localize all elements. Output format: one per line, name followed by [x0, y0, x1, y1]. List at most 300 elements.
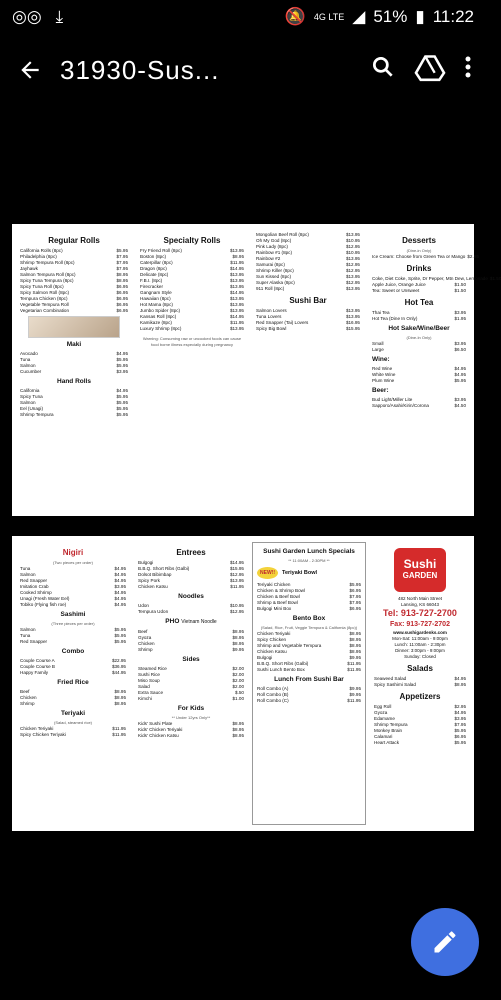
menu-item-price: $8.95 — [232, 254, 244, 259]
menu-item-price: $11.95 — [347, 661, 361, 666]
desserts-subtitle: (Dine-in Only) — [406, 248, 432, 253]
menu-item-name: B.B.Q. Short Ribs (Galbi) — [138, 566, 190, 571]
menu-item-price: $5.95 — [454, 740, 466, 745]
menu-item-name: Kimchi — [138, 696, 152, 701]
menu-item-price: $13.95 — [345, 274, 360, 279]
menu-item-price: $7.95 — [116, 260, 128, 265]
kids-title: For Kids — [177, 705, 205, 712]
menu-item — [372, 347, 466, 353]
menu-item-name: Salmon — [20, 627, 36, 632]
menu-item-price: $6.50 — [454, 347, 466, 352]
menu-item-price: $2.95 — [467, 254, 479, 259]
menu-item-name: Eel (Unagi) — [20, 406, 43, 411]
menu-item-name: Delicate (8pc) — [140, 272, 169, 277]
menu-item-name: Roll Combo (A) — [257, 686, 289, 691]
menu-item-price: $8.95 — [232, 721, 244, 726]
menu-item-price: $22.95 — [111, 658, 126, 663]
menu-item-name: Pink Lady (8pc) — [256, 244, 288, 249]
nigiri-title: Nigiri — [62, 548, 84, 557]
menu-item-price: $12.95 — [229, 609, 244, 614]
menu-item-name: B.B.Q. Short Ribs (Galbi) — [257, 661, 309, 666]
menu-item-price: $5.95 — [116, 400, 128, 405]
menu-page-2 — [12, 536, 474, 831]
menu-item-name: Steamed Rice — [138, 666, 167, 671]
menu-item — [374, 682, 466, 688]
entrees-column — [134, 542, 248, 825]
sashimi-subtitle: (Three pieces per order) — [51, 621, 95, 626]
menu-item-price: $2.00 — [232, 678, 244, 683]
menu-item-price: $5.95 — [114, 639, 126, 644]
menu-item-name: Jumbo Spider (8pc) — [140, 308, 181, 313]
menu-item-name: Tuna — [20, 633, 31, 638]
menu-item — [20, 732, 126, 738]
menu-item-name: Spicy Chicken Teriyaki — [20, 732, 66, 737]
hours-line3: Dinner: 3:00pm - 9:00pm — [395, 648, 445, 653]
specialty-rolls-cont-column — [252, 230, 364, 510]
menu-item — [372, 254, 479, 260]
menu-item-price: $11.95 — [112, 726, 126, 731]
menu-item-price: $3.95 — [454, 341, 466, 346]
menu-item-name: Spicy Pork — [138, 578, 160, 583]
menu-item-price: $13.95 — [345, 286, 360, 291]
menu-list — [372, 341, 466, 353]
hours-line2: Lunch: 11:00am - 2:30pm — [394, 642, 446, 647]
pho-label: PHO — [165, 618, 180, 625]
menu-item — [20, 602, 126, 608]
logo-bottom: GARDEN — [402, 571, 438, 580]
menu-item-price: $13.95 — [345, 308, 360, 313]
menu-item-price: $6.95 — [349, 588, 361, 593]
menu-item-price: $6.95 — [116, 296, 128, 301]
menu-item-price: $9.95 — [349, 655, 361, 660]
menu-item-name: Kamikaze (8pc) — [140, 320, 172, 325]
menu-item-price: $13.95 — [229, 284, 244, 289]
menu-item-name: White Wine — [372, 372, 396, 377]
menu-list — [140, 248, 244, 332]
food-warning: Warning: Consuming raw or uncooked foods can cause food borne illness especially during pregnancy — [142, 336, 242, 347]
status-bar — [0, 0, 486, 34]
menu-item-price: $5.95 — [454, 728, 466, 733]
menu-item-name: California Rolls (8pc) — [20, 248, 63, 253]
menu-item-price: $1.50 — [489, 276, 501, 281]
menu-item-price: $4.95 — [114, 602, 126, 607]
voicemail-icon: ◎◎ — [12, 7, 42, 26]
menu-item-name: Sun Kissed (8pc) — [256, 274, 291, 279]
menu-item-price: $1.95 — [454, 316, 466, 321]
desserts-drinks-column — [368, 230, 501, 510]
menu-item-price: $8.95 — [114, 701, 126, 706]
nigiri-column — [16, 542, 130, 825]
menu-item-name: Sushi Rice — [138, 672, 160, 677]
salads-title: Salads — [407, 664, 433, 673]
menu-item-name: Tuna — [20, 566, 31, 571]
menu-item-price: $2.00 — [232, 684, 244, 689]
menu-list — [138, 721, 244, 739]
menu-item-name: Calamari — [374, 734, 393, 739]
menu-item-price: $8.95 — [114, 689, 126, 694]
edit-fab-button[interactable] — [411, 908, 479, 976]
search-icon[interactable] — [370, 54, 396, 87]
menu-item-price: $4.95 — [114, 578, 126, 583]
menu-item-price: $7.95 — [349, 594, 361, 599]
menu-item-price: $3.95 — [116, 369, 128, 374]
specialty-rolls-column — [136, 230, 248, 510]
combo-title: Combo — [61, 648, 85, 655]
fried-rice-title: Fried Rice — [57, 679, 89, 686]
menu-item-name: Gyoza — [138, 635, 152, 640]
menu-item-name: Thai Tea — [372, 310, 390, 315]
menu-item-name: Shrimp Tempura — [374, 722, 408, 727]
menu-item-name: Hot Tea (Dine In Only) — [372, 316, 418, 321]
menu-item-name: Cooked Shrimp — [20, 590, 52, 595]
menu-item-price: $2.00 — [232, 666, 244, 671]
menu-item-price: $12.95 — [345, 244, 360, 249]
menu-item-price: $5.95 — [114, 627, 126, 632]
menu-item-price: $1.50 — [454, 288, 466, 293]
menu-item-price: $6.95 — [116, 290, 128, 295]
menu-item-price: $11.95 — [112, 732, 126, 737]
menu-item-name: Large — [372, 347, 384, 352]
menu-item-name: Spicy Big Bowl — [256, 326, 287, 331]
menu-item-name: Heart Attack — [374, 740, 400, 745]
menu-item — [140, 326, 244, 332]
menu-item-name: Shrimp Tempura Roll (8pc) — [20, 260, 75, 265]
menu-item-name: Dragon (8pc) — [140, 266, 167, 271]
menu-item-name: Red Wine — [372, 366, 393, 371]
menu-list — [374, 676, 466, 688]
menu-item-price: $13.95 — [229, 302, 244, 307]
sake-subtitle: (Dine-In Only) — [406, 335, 432, 340]
menu-item-name: Rainbow #1 (8pc) — [256, 250, 293, 255]
menu-item-name: Red Snapper (Tai) Lovers — [256, 320, 309, 325]
menu-item-name: Gangnam Style — [140, 290, 172, 295]
hours-line4: Sunday: Closed — [404, 654, 436, 659]
menu-item-name: Philadelphia (8pc) — [20, 254, 57, 259]
menu-item — [257, 698, 361, 704]
menu-item-price: $4.95 — [114, 590, 126, 595]
teriyaki-title: Teriyaki — [60, 710, 86, 717]
menu-item-name: Roll Combo (C) — [257, 698, 289, 703]
menu-list — [138, 666, 244, 702]
menu-item-name: Vegetarian Combination — [20, 308, 70, 313]
menu-item-name: Shrimp Tempura — [20, 412, 54, 417]
menu-list — [257, 686, 361, 704]
menu-item — [372, 403, 466, 409]
menu-item-price: $14.95 — [229, 560, 244, 565]
menu-item-price: $12.95 — [345, 268, 360, 273]
regular-rolls-title: Regular Rolls — [48, 236, 100, 245]
lunch-sushi-bar-title: Lunch From Sushi Bar — [274, 676, 344, 683]
menu-item-price: $36.95 — [111, 664, 126, 669]
menu-item-name: Firecracker — [140, 284, 163, 289]
menu-item-name: Coke, Diet Coke, Sprite, Dr Pepper, Mtn Dew, Lemonade — [372, 276, 488, 281]
menu-item-price: $8.95 — [232, 635, 244, 640]
menu-item-price: $7.95 — [454, 722, 466, 727]
menu-list — [138, 560, 244, 590]
menu-item-price: $14.95 — [229, 290, 244, 295]
menu-item-name: Luxury Shrimp (8pc) — [140, 326, 182, 331]
teriyaki-subtitle: (Salad, steamed rice) — [53, 720, 92, 725]
entrees-title: Entrees — [176, 548, 206, 557]
menu-item — [20, 639, 126, 645]
menu-list — [138, 603, 244, 615]
website: www.sushigardenks.com — [393, 630, 447, 635]
menu-item-price: $8.95 — [349, 631, 361, 636]
menu-item-name: Shrimp & Beef Bowl — [257, 600, 298, 605]
menu-item — [372, 378, 466, 384]
menu-list — [20, 726, 126, 738]
menu-item-name: Kids' Chicken Katsu — [138, 733, 179, 738]
menu-item-name: Couple Course A — [20, 658, 55, 663]
lunch-hours: ** 11:00AM - 2:30PM ** — [288, 558, 330, 563]
back-arrow-icon[interactable] — [0, 40, 60, 100]
menu-item-price: $9.95 — [349, 692, 361, 697]
sushi-garden-logo — [394, 548, 446, 592]
menu-item-name: Red Snapper — [20, 578, 48, 583]
menu-item — [138, 733, 244, 739]
lunch-title: Sushi Garden Lunch Specials — [263, 548, 355, 555]
menu-item-name: Spicy Salmon Roll (8pc) — [20, 290, 70, 295]
battery-percent: 51% — [373, 7, 408, 26]
menu-item-name: Shrimp — [20, 701, 35, 706]
menu-list — [20, 566, 126, 608]
fax: Fax: 913-727-2702 — [390, 621, 450, 628]
menu-item-price: $4.50 — [454, 403, 466, 408]
menu-item-price: $7.95 — [116, 266, 128, 271]
info-column — [370, 542, 470, 825]
menu-item-name: Extra Sauce — [138, 690, 164, 695]
menu-item-price: $4.95 — [454, 366, 466, 371]
menu-item-name: Mongolian Beef Roll (8pc) — [256, 232, 309, 237]
menu-item-price: $1.00 — [232, 696, 244, 701]
menu-item-price: $3.95 — [454, 310, 466, 315]
menu-item-name: Plum Wine — [372, 378, 395, 383]
beer-title: Beer: — [372, 387, 389, 394]
menu-item-name: Chicken Katsu — [138, 584, 168, 589]
menu-item-name: Chicken & Beef Bowl — [257, 594, 300, 599]
hand-rolls-title: Hand Rolls — [57, 378, 91, 385]
menu-item-price: $3.95 — [454, 716, 466, 721]
drive-icon[interactable] — [416, 54, 444, 87]
teriyaki-bowl-label: Teriyaki Bowl — [282, 570, 318, 576]
menu-item-name: Tempura Chicken (8pc) — [20, 296, 68, 301]
menu-item-name: Shrimp and Vegetable Tempura — [257, 643, 322, 648]
menu-item-price: $3.95 — [114, 584, 126, 589]
menu-item — [372, 316, 466, 322]
menu-item-name: Samurai (8pc) — [256, 262, 285, 267]
menu-list — [256, 308, 360, 332]
file-title: 31930-Sus... — [60, 54, 220, 85]
menu-item-name: Teriyaki Chicken — [257, 582, 291, 587]
menu-item-price: $.50 — [235, 690, 244, 695]
sushi-bar-title: Sushi Bar — [289, 296, 327, 305]
menu-item-name: Oh My God (8pc) — [256, 238, 292, 243]
menu-item-name: Tobiko (Flying fish roe) — [20, 602, 67, 607]
menu-item-price: $13.95 — [229, 296, 244, 301]
menu-item — [374, 740, 466, 746]
menu-list — [20, 248, 128, 314]
menu-item-name: Salmon — [20, 572, 36, 577]
battery-icon: ▮ — [415, 7, 425, 26]
menu-item-name: Apple Juice, Orange Juice — [372, 282, 426, 287]
desserts-title: Desserts — [402, 236, 436, 245]
menu-item-name: Couple Course B — [20, 664, 55, 669]
menu-item-name: Shrimp Killer (8pc) — [256, 268, 294, 273]
menu-item — [257, 606, 361, 612]
menu-item-price: $8.95 — [232, 629, 244, 634]
menu-list — [372, 276, 501, 294]
menu-item-name: Tuna Lovers — [256, 314, 282, 319]
sake-title: Hot Sake/Wine/Beer — [388, 325, 450, 332]
menu-item-price: $10.95 — [345, 250, 360, 255]
menu-item-price: $8.95 — [116, 278, 128, 283]
menu-list — [20, 388, 128, 418]
menu-item-name: Salmon — [20, 400, 36, 405]
menu-item-name: Kansas Roll (8pc) — [140, 314, 177, 319]
menu-item-name: Udon — [138, 603, 149, 608]
menu-item-name: Edamame — [374, 716, 395, 721]
menu-item — [138, 584, 244, 590]
menu-item-name: Miso Soup — [138, 678, 160, 683]
bento-title: Bento Box — [292, 615, 326, 622]
bento-subtitle: (Salad, Rice, Fruit, Veggie Tempura & California (8pc)) — [260, 625, 358, 630]
menu-item-name: Spicy Tuna — [20, 394, 43, 399]
menu-item-price: $8.95 — [116, 272, 128, 277]
more-vert-icon[interactable] — [464, 55, 472, 86]
menu-item-price: $13.95 — [345, 256, 360, 261]
pho-sub: Vietnam Noodle — [181, 619, 217, 625]
menu-item-price: $8.95 — [232, 641, 244, 646]
menu-item-price: $8.95 — [454, 682, 466, 687]
hours-line1: Mon-Sat: 11:00am - 9:00pm — [392, 636, 448, 641]
menu-item-name: Imitation Crab — [20, 584, 49, 589]
menu-item-price: $12.95 — [345, 262, 360, 267]
menu-list — [20, 351, 128, 375]
menu-item-price: $9.95 — [349, 686, 361, 691]
menu-item-price: $12.95 — [229, 572, 244, 577]
menu-item-price: $4.95 — [114, 566, 126, 571]
menu-item-name: Chicken — [138, 641, 155, 646]
menu-item-name: Spicy Sashimi Salad — [374, 682, 416, 687]
kids-subtitle: ** Under 12yrs Only** — [171, 715, 211, 720]
menu-item — [372, 288, 466, 294]
menu-item-price: $13.95 — [229, 272, 244, 277]
menu-item-name: Vegetable Tempura Roll — [20, 302, 69, 307]
menu-list — [138, 635, 244, 653]
menu-item-price: $5.95 — [349, 582, 361, 587]
menu-item-name: 911 Roll (8pc) — [256, 286, 285, 291]
menu-item-price: $2.00 — [232, 672, 244, 677]
menu-item-price: $8.95 — [232, 733, 244, 738]
menu-item-name: Monkey Brain — [374, 728, 403, 733]
menu-item — [257, 667, 361, 673]
address-line2: Lansing, KS 66043 — [400, 602, 440, 607]
menu-item-name: Bulgogi — [138, 560, 154, 565]
menu-item-price: $7.95 — [349, 600, 361, 605]
address-line1: 482 North Main Street — [397, 596, 443, 601]
menu-item-price: $1.50 — [454, 282, 466, 287]
menu-item-name: Shrimp — [138, 647, 153, 652]
menu-item-price: $11.95 — [347, 667, 361, 672]
specialty-rolls-title: Specialty Rolls — [163, 236, 221, 245]
menu-item-name: Chicken & Shrimp Bowl — [257, 588, 305, 593]
menu-item-name: Chicken Teriyaki — [257, 631, 291, 636]
menu-item-name: Beef — [20, 689, 30, 694]
menu-item-price: $4.95 — [114, 596, 126, 601]
hot-tea-title: Hot Tea — [404, 298, 434, 307]
menu-item-name: Happy Family — [20, 670, 49, 675]
menu-item-name: Kids' Chicken Teriyaki — [138, 727, 183, 732]
menu-item-price: $5.95 — [454, 378, 466, 383]
menu-item-name: Salad — [138, 684, 150, 689]
menu-item-name: Spicy Tuna Roll (8pc) — [20, 284, 64, 289]
menu-item — [20, 308, 128, 314]
menu-item-price: $5.95 — [116, 394, 128, 399]
clock: 11:22 — [432, 7, 474, 26]
menu-item-name: Caterpillar (8pc) — [140, 260, 173, 265]
menu-item-price: $5.95 — [116, 363, 128, 368]
menu-item-name: Gyoza — [374, 710, 388, 715]
menu-item-price: $9.95 — [232, 647, 244, 652]
regular-rolls-column — [16, 230, 132, 510]
menu-item-price: $11.95 — [230, 584, 244, 589]
menu-item-name: Bud Light/Miller Lite — [372, 397, 413, 402]
menu-item-name: Avocado — [20, 351, 38, 356]
noodles-title: Noodles — [178, 593, 204, 600]
menu-item-price: $12.95 — [345, 280, 360, 285]
sashimi-title: Sashimi — [60, 611, 86, 618]
menu-item-name: Salmon Lovers — [256, 308, 287, 313]
menu-item-price: $8.95 — [349, 643, 361, 648]
menu-item-name: Bulgogi — [257, 655, 273, 660]
menu-item-price: $13.95 — [229, 326, 244, 331]
menu-item-price: $13.95 — [345, 314, 360, 319]
menu-item-price: $13.95 — [229, 248, 244, 253]
menu-item-price: $15.95 — [229, 566, 244, 571]
mute-icon: 🔕 — [284, 7, 306, 26]
menu-item-name: Rainbow #2 — [256, 256, 281, 261]
appetizers-title: Appetizers — [399, 692, 441, 701]
menu-item-name: California — [20, 388, 40, 393]
menu-item — [138, 696, 244, 702]
menu-item-name: Fry Friend Roll (8pc) — [140, 248, 182, 253]
menu-item-name: F.B.I. (8pc) — [140, 278, 163, 283]
phone: Tel: 913-727-2700 — [383, 608, 457, 618]
menu-item-name: Red Snapper — [20, 639, 48, 644]
menu-item-name: Boston (8pc) — [140, 254, 167, 259]
menu-item — [138, 647, 244, 653]
menu-item-name: Small — [372, 341, 384, 346]
menu-item — [138, 609, 244, 615]
menu-item-price: $14.95 — [229, 314, 244, 319]
pencil-icon — [431, 928, 459, 956]
new-badge: NEW!! — [257, 567, 278, 579]
menu-list — [372, 397, 466, 409]
menu-item-name: Chicken Katsu — [257, 649, 287, 654]
menu-item-price: $15.95 — [345, 326, 360, 331]
menu-item-name: Bulgogi Mini Box — [257, 606, 292, 611]
menu-item-price: $8.95 — [232, 727, 244, 732]
menu-page-1 — [12, 224, 501, 516]
menu-item-name: Sushi Lunch Bento Box — [257, 667, 305, 672]
menu-item-price: $5.95 — [116, 406, 128, 411]
menu-item-name: Spicy Chicken — [257, 637, 287, 642]
menu-item — [256, 286, 360, 292]
menu-item-name: Hawaiian (8pc) — [140, 296, 171, 301]
signal-icon: ◢ — [352, 7, 366, 26]
download-icon: ⤓ — [55, 7, 64, 26]
menu-item-name: Tuna — [20, 357, 31, 362]
